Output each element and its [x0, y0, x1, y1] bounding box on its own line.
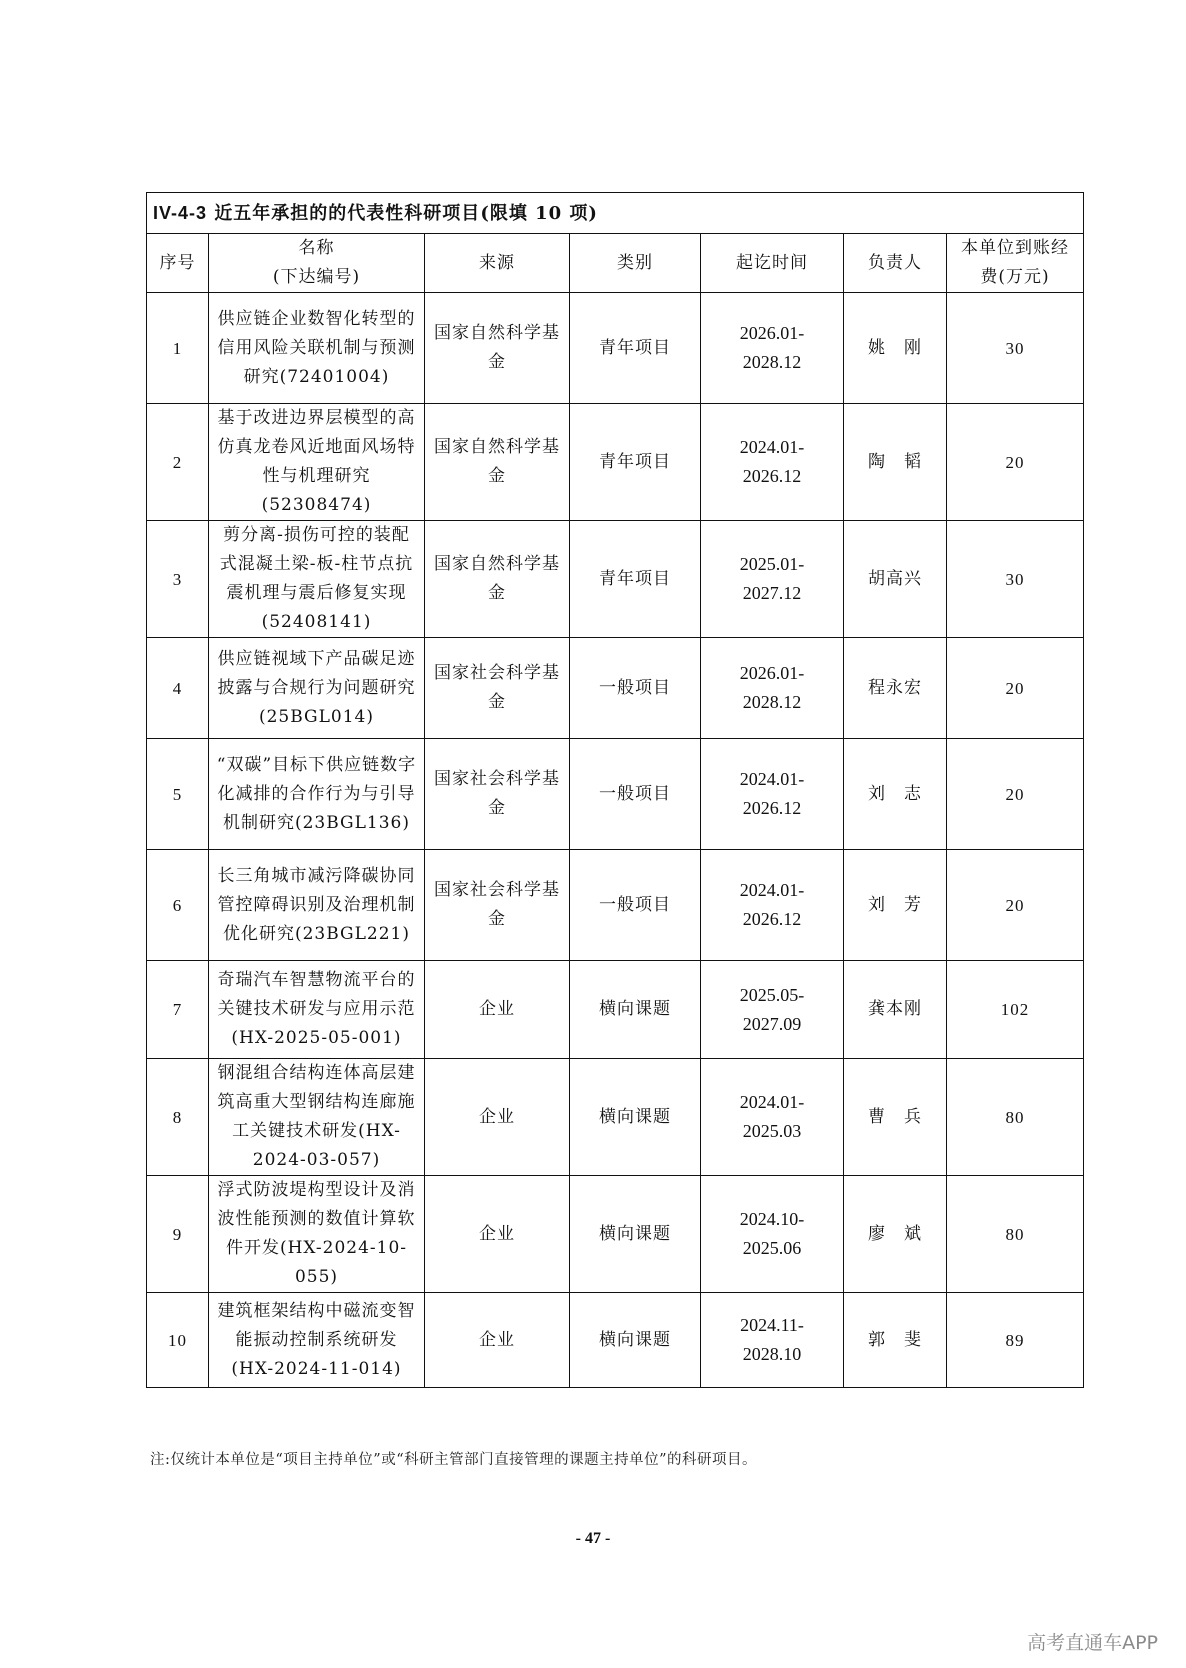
projects-table — [146, 192, 1084, 1388]
row-source: 国家社会科学基金 — [425, 739, 570, 850]
row-category: 横向课题 — [570, 1059, 701, 1176]
table-row — [147, 739, 1084, 850]
section-limit: (限填 10 项) — [480, 202, 598, 224]
row-leader: 刘 志 — [844, 739, 947, 850]
row-funds: 80 — [947, 1176, 1084, 1293]
row-funds: 102 — [947, 961, 1084, 1059]
row-leader: 郭 斐 — [844, 1293, 947, 1388]
header-funds-line1: 本单位到账经 — [961, 238, 1070, 258]
row-name: “双碳”目标下供应链数字化减排的合作行为与引导机制研究(23BGL136) — [209, 739, 425, 850]
row-funds: 30 — [947, 293, 1084, 404]
row-name: 钢混组合结构连体高层建筑高重大型钢结构连廊施工关键技术研发(HX-2024-03-057) — [209, 1059, 425, 1176]
row-name: 长三角城市减污降碳协同管控障碍识别及治理机制优化研究(23BGL221) — [209, 850, 425, 961]
row-period — [701, 1293, 844, 1388]
row-funds: 89 — [947, 1293, 1084, 1388]
row-period-start: 2026.01- — [739, 323, 805, 343]
row-period — [701, 293, 844, 404]
row-source: 国家社会科学基金 — [425, 638, 570, 739]
row-category: 一般项目 — [570, 850, 701, 961]
row-period-end: 2028.12 — [742, 352, 802, 372]
row-no: 7 — [147, 961, 209, 1059]
row-source: 企业 — [425, 1293, 570, 1388]
header-no: 序号 — [147, 234, 209, 293]
row-period-end: 2026.12 — [742, 798, 802, 818]
table-row — [147, 1293, 1084, 1388]
table-row — [147, 1176, 1084, 1293]
row-period-start: 2024.11- — [740, 1315, 804, 1335]
row-leader: 廖 斌 — [844, 1176, 947, 1293]
row-category: 青年项目 — [570, 521, 701, 638]
row-leader: 曹 兵 — [844, 1059, 947, 1176]
table-row — [147, 638, 1084, 739]
row-period-start: 2024.01- — [739, 437, 805, 457]
row-period-end: 2027.09 — [742, 1013, 802, 1034]
row-category: 青年项目 — [570, 293, 701, 404]
row-no: 10 — [147, 1293, 209, 1388]
row-source: 国家自然科学基金 — [425, 404, 570, 521]
row-name: 建筑框架结构中磁流变智能振动控制系统研发(HX-2024-11-014) — [209, 1293, 425, 1388]
row-source: 企业 — [425, 1176, 570, 1293]
section-title-text: 近五年承担的的代表性科研项目 — [214, 202, 481, 224]
row-funds: 80 — [947, 1059, 1084, 1176]
header-name-line2: (下达编号) — [272, 267, 361, 287]
row-category: 横向课题 — [570, 961, 701, 1059]
header-row — [147, 234, 1084, 293]
row-no: 9 — [147, 1176, 209, 1293]
row-period-start: 2024.01- — [739, 769, 805, 789]
row-leader: 陶 韬 — [844, 404, 947, 521]
row-period-start: 2025.01- — [739, 554, 805, 574]
row-no: 6 — [147, 850, 209, 961]
row-leader: 姚 刚 — [844, 293, 947, 404]
row-period-end: 2025.06 — [742, 1238, 802, 1258]
table-row — [147, 404, 1084, 521]
row-name: 供应链视域下产品碳足迹披露与合规行为问题研究(25BGL014) — [209, 638, 425, 739]
row-name: 基于改进边界层模型的高仿真龙卷风近地面风场特性与机理研究(52308474) — [209, 404, 425, 521]
watermark: 高考直通车APP — [1027, 1632, 1158, 1654]
row-period — [701, 1176, 844, 1293]
row-funds: 20 — [947, 638, 1084, 739]
row-source: 国家社会科学基金 — [425, 850, 570, 961]
row-period — [701, 850, 844, 961]
row-source: 企业 — [425, 1059, 570, 1176]
row-period — [701, 404, 844, 521]
header-name-line1: 名称 — [298, 238, 335, 258]
row-source: 国家自然科学基金 — [425, 293, 570, 404]
section-title-row — [147, 193, 1084, 234]
row-leader: 程永宏 — [844, 638, 947, 739]
header-category: 类别 — [570, 234, 701, 293]
row-name: 奇瑞汽车智慧物流平台的关键技术研发与应用示范(HX-2025-05-001) — [209, 961, 425, 1059]
table-row — [147, 521, 1084, 638]
row-period-end: 2027.12 — [742, 583, 802, 603]
row-period-start: 2024.10- — [739, 1209, 805, 1229]
row-source: 企业 — [425, 961, 570, 1059]
row-period-end: 2025.03 — [742, 1121, 802, 1141]
row-leader: 龚本刚 — [844, 961, 947, 1059]
row-period-start: 2026.01- — [739, 663, 805, 683]
row-funds: 20 — [947, 404, 1084, 521]
row-name: 浮式防波堤构型设计及消波性能预测的数值计算软件开发(HX-2024-10-055) — [209, 1176, 425, 1293]
row-funds: 30 — [947, 521, 1084, 638]
row-period-start: 2025.05- — [739, 984, 805, 1005]
row-leader: 胡高兴 — [844, 521, 947, 638]
header-funds — [947, 234, 1084, 293]
row-no: 4 — [147, 638, 209, 739]
row-no: 5 — [147, 739, 209, 850]
header-source: 来源 — [425, 234, 570, 293]
row-period — [701, 1059, 844, 1176]
row-period — [701, 521, 844, 638]
row-no: 8 — [147, 1059, 209, 1176]
row-no: 3 — [147, 521, 209, 638]
header-funds-line2: 费(万元) — [980, 267, 1050, 287]
row-period-end: 2028.10 — [742, 1344, 802, 1364]
row-category: 横向课题 — [570, 1293, 701, 1388]
table-row — [147, 293, 1084, 404]
row-name: 剪分离-损伤可控的装配式混凝土梁-板-柱节点抗震机理与震后修复实现(52408141) — [209, 521, 425, 638]
row-funds: 20 — [947, 850, 1084, 961]
page-number: - 47 - — [575, 1530, 611, 1547]
row-category: 青年项目 — [570, 404, 701, 521]
section-code: IV-4-3 — [153, 202, 208, 223]
header-period: 起讫时间 — [701, 234, 844, 293]
table-row — [147, 850, 1084, 961]
row-period-start: 2024.01- — [739, 880, 805, 900]
row-no: 2 — [147, 404, 209, 521]
row-no: 1 — [147, 293, 209, 404]
row-leader: 刘 芳 — [844, 850, 947, 961]
row-period-end: 2028.12 — [742, 692, 802, 712]
row-period-start: 2024.01- — [739, 1092, 805, 1112]
footnote: 注:仅统计本单位是“项目主持单位”或“科研主管部门直接管理的课题主持单位”的科研项目。 — [150, 1452, 758, 1468]
row-period — [701, 739, 844, 850]
row-source: 国家自然科学基金 — [425, 521, 570, 638]
row-category: 横向课题 — [570, 1176, 701, 1293]
table-row — [147, 961, 1084, 1059]
row-funds: 20 — [947, 739, 1084, 850]
section-title — [147, 193, 1084, 234]
table-row — [147, 1059, 1084, 1176]
row-period — [701, 638, 844, 739]
row-category: 一般项目 — [570, 638, 701, 739]
row-period-end: 2026.12 — [742, 909, 802, 929]
row-name: 供应链企业数智化转型的信用风险关联机制与预测研究(72401004) — [209, 293, 425, 404]
header-leader: 负责人 — [844, 234, 947, 293]
row-category: 一般项目 — [570, 739, 701, 850]
row-period — [701, 961, 844, 1059]
row-period-end: 2026.12 — [742, 466, 802, 486]
header-name — [209, 234, 425, 293]
